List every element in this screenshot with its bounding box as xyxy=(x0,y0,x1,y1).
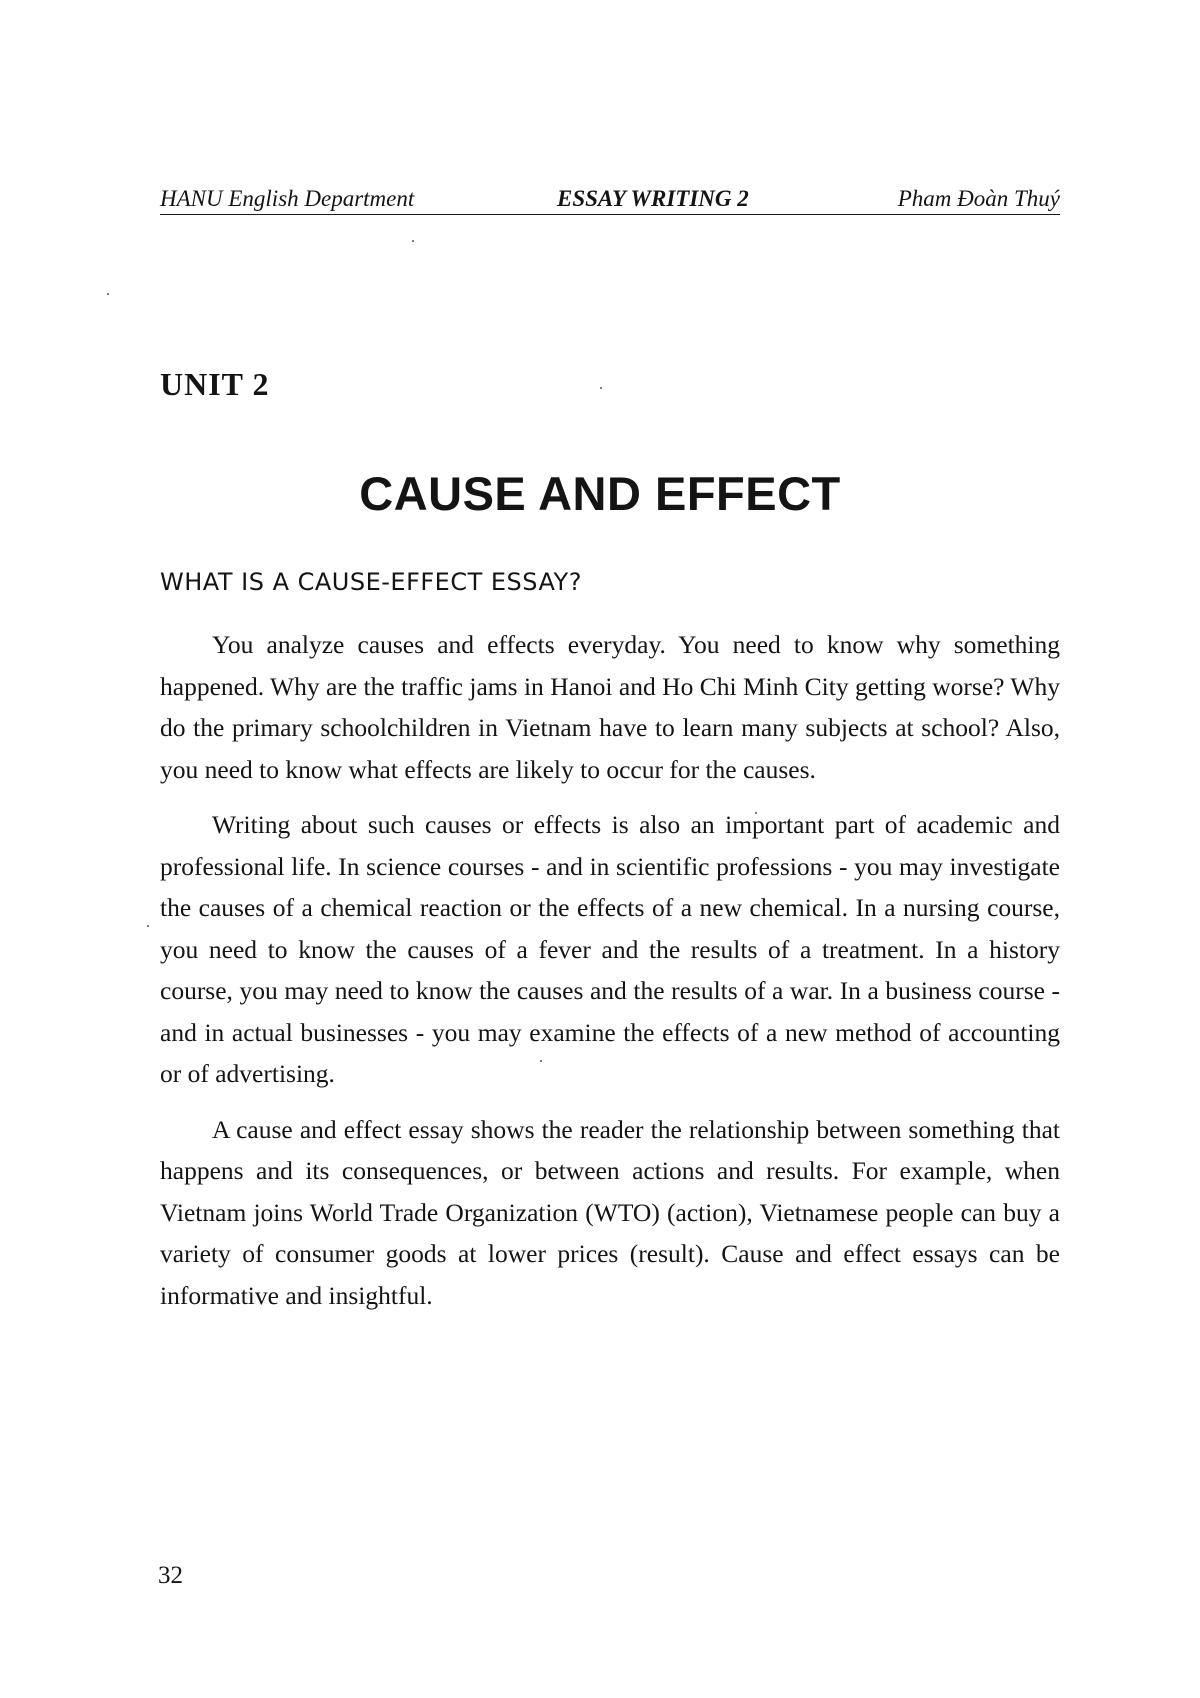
scan-speck xyxy=(412,240,414,242)
scan-speck xyxy=(107,293,109,295)
section-heading: WHAT IS A CAUSE-EFFECT ESSAY? xyxy=(160,568,582,596)
running-header xyxy=(160,182,1060,215)
paragraph-1: You analyze causes and effects everyday. You need to know why something happened. Why are the traffic jams in Hanoi and Ho Chi Minh City getting worse? Why do the primary schoolchildren in Vietnam have to learn many subjects at school? Also, you need to know what effects are likely to occur for the causes. xyxy=(160,630,1060,784)
header-course-title: ESSAY WRITING 2 xyxy=(557,186,749,211)
scan-speck xyxy=(147,925,149,927)
header-author: Pham Đoàn Thuý xyxy=(897,186,1060,211)
chapter-title: CAUSE AND EFFECT xyxy=(359,467,841,520)
unit-label: UNIT 2 xyxy=(160,366,270,402)
paragraph-2: Writing about such causes or effects is also an important part of academic and professional life. In science courses - and in scientific professions - you may investigate the causes of a chemical reaction or the effects of a new chemical. In a nursing course, you need to know the causes of a fever and the results of a treatment. In a history course, you may need to know the causes and the results of a war. In a business course - and in actual businesses - you may examine the effects of a new method of accounting or of advertising. xyxy=(160,810,1060,1088)
body-text xyxy=(160,624,1060,1330)
header-department: HANU English Department xyxy=(160,186,415,211)
scan-speck xyxy=(600,387,602,389)
page-number: 32 xyxy=(158,1562,183,1589)
paragraph-3: A cause and effect essay shows the reader the relationship between something that happens and its consequences, or between actions and results. For example, when Vietnam joins World Trade Organization (WTO) (action), Vietnamese people can buy a variety of consumer goods at lower prices (result). Cause and effect essays can be informative and insightful. xyxy=(160,1114,1060,1310)
